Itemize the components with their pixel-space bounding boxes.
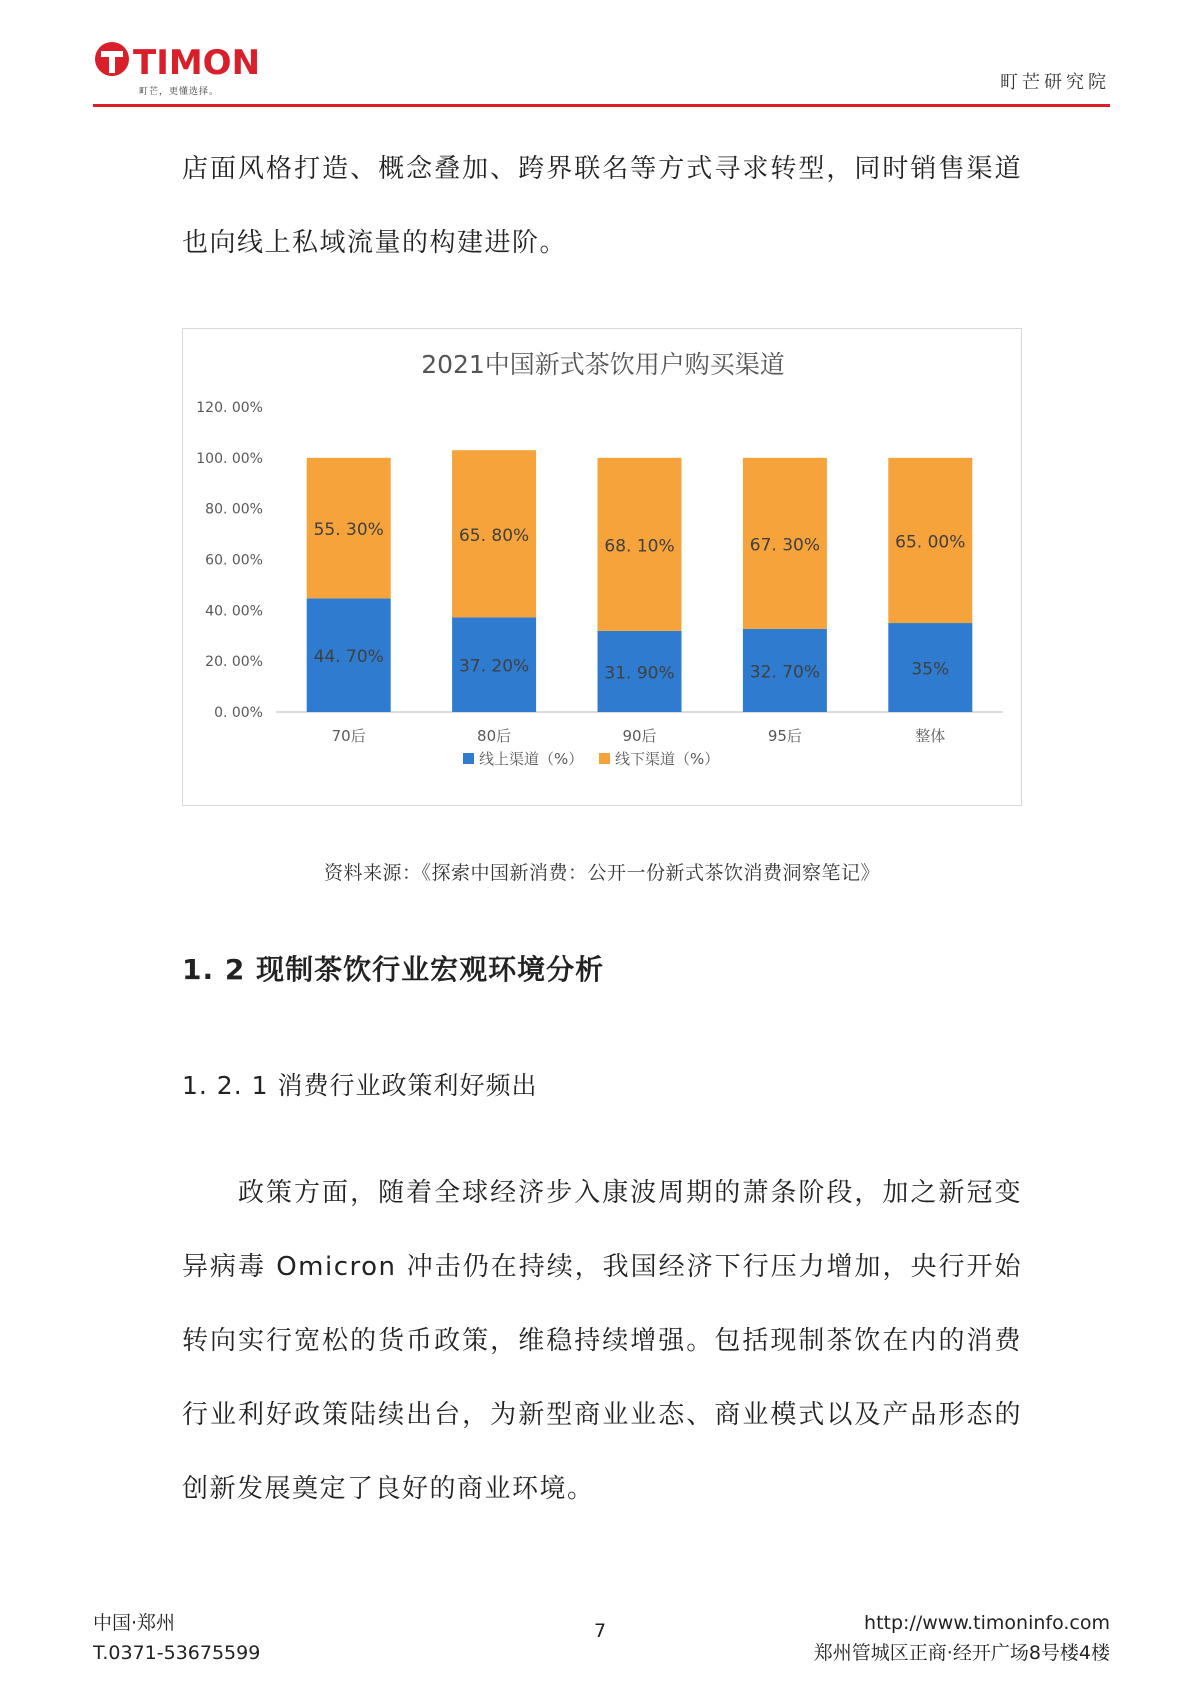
policy-text: 政策方面，随着全球经济步入康波周期的萧条阶段，加之新冠变异病毒 Omicron 冲击仍在持续，我国经济下行压力增加，央行开始转向实行宽松的货币政策，维稳持续增强。包括现制茶饮在内的消费行业利好政策陆续出台，为新型商业业态、商业模式以及产品形态的创新发展奠定了良好的商业环境。 bbox=[182, 1178, 1022, 1504]
y-tick-label: 20. 00% bbox=[205, 654, 263, 671]
data-label: 65. 80% bbox=[458, 525, 530, 546]
brand-wordmark: TIMON bbox=[133, 43, 261, 83]
y-tick-label: 60. 00% bbox=[205, 552, 263, 569]
footer-phone: T.0371-53675599 bbox=[93, 1642, 261, 1664]
header-divider bbox=[93, 104, 1110, 107]
brand-logo bbox=[93, 38, 273, 98]
page-number: 7 bbox=[593, 1620, 607, 1642]
chart-canvas bbox=[183, 329, 1023, 807]
legend-label: 线下渠道（%） bbox=[615, 750, 720, 768]
y-tick-label: 40. 00% bbox=[205, 603, 263, 620]
y-tick-label: 80. 00% bbox=[205, 501, 263, 518]
data-label: 55. 30% bbox=[313, 520, 384, 541]
data-label: 32. 70% bbox=[749, 662, 821, 683]
legend-swatch-online bbox=[463, 753, 474, 764]
chart-title: 2021中国新式茶饮用户购买渠道 bbox=[421, 350, 785, 379]
source-caption: 资料来源：《探索中国新消费：公开一份新式茶饮消费洞察笔记》 bbox=[323, 862, 880, 884]
footer-address: 郑州管城区正商·经开广场8号楼4楼 bbox=[813, 1642, 1110, 1664]
data-label: 68. 10% bbox=[604, 536, 675, 557]
section-heading: 1. 2 现制茶饮行业宏观环境分析 bbox=[182, 953, 605, 986]
data-label: 44. 70% bbox=[313, 647, 384, 668]
x-tick-label: 90后 bbox=[622, 727, 657, 745]
footer-location: 中国·郑州 bbox=[93, 1612, 176, 1634]
brand-tagline: 町芒，更懂选择。 bbox=[139, 87, 220, 97]
legend-swatch-offline bbox=[599, 753, 610, 764]
data-label: 67. 30% bbox=[749, 535, 821, 556]
footer-website[interactable]: http://www.timoninfo.com bbox=[864, 1612, 1110, 1634]
y-tick-label: 120. 00% bbox=[196, 400, 263, 416]
policy-paragraph bbox=[182, 1156, 1022, 1526]
legend-label: 线上渠道（%） bbox=[479, 750, 584, 768]
channel-chart bbox=[182, 328, 1022, 806]
data-label: 35% bbox=[911, 659, 950, 680]
x-tick-label: 整体 bbox=[915, 727, 946, 745]
intro-paragraph bbox=[182, 132, 1022, 280]
y-tick-label: 100. 00% bbox=[196, 450, 263, 467]
institute-name: 町芒研究院 bbox=[1000, 72, 1110, 93]
x-tick-label: 80后 bbox=[477, 727, 512, 745]
data-label: 37. 20% bbox=[458, 656, 530, 677]
y-tick-label: 0. 00% bbox=[214, 705, 263, 721]
x-tick-label: 95后 bbox=[767, 727, 802, 745]
data-label: 65. 00% bbox=[895, 532, 966, 553]
timon-logo-mark bbox=[93, 38, 273, 86]
data-label: 31. 90% bbox=[604, 663, 675, 684]
x-tick-label: 70后 bbox=[331, 727, 366, 745]
subsection-heading: 1. 2. 1 消费行业政策利好频出 bbox=[182, 1071, 538, 1100]
footer-address-block bbox=[814, 1608, 1110, 1668]
intro-text: 店面风格打造、概念叠加、跨界联名等方式寻求转型，同时销售渠道也向线上私域流量的构建进阶。 bbox=[182, 154, 1022, 258]
